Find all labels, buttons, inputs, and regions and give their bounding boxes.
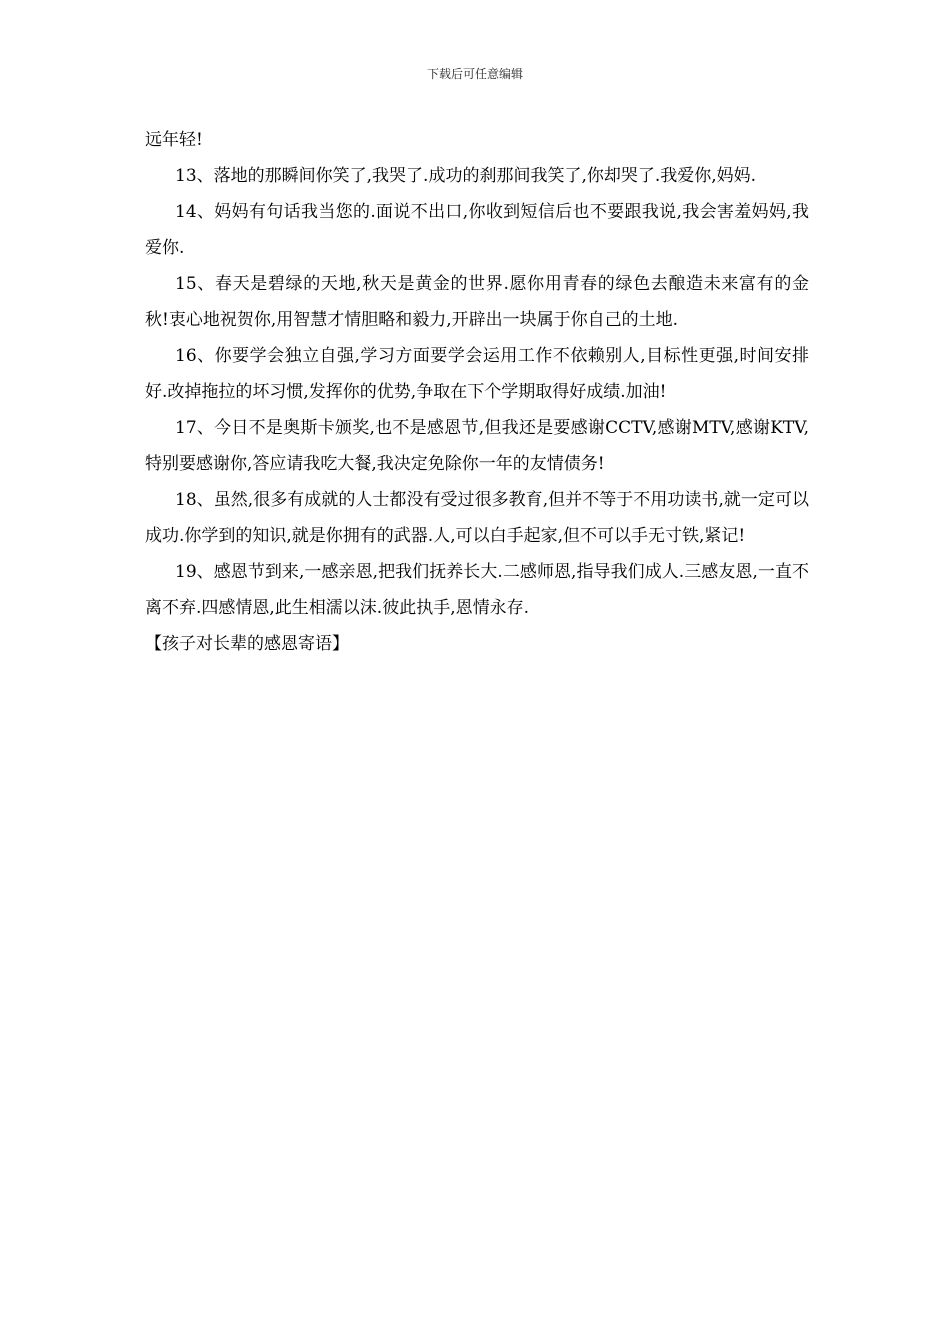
- paragraph-16: 16、你要学会独立自强,学习方面要学会运用工作不依赖别人,目标性更强,时间安排好.改掉拖拉的坏习惯,发挥你的优势,争取在下个学期取得好成绩.加油!: [145, 346, 809, 402]
- paragraph-15: 15、春天是碧绿的天地,秋天是黄金的世界.愿你用青春的绿色去酿造未来富有的金秋!衷心地祝贺你,用智慧才情胆略和毅力,开辟出一块属于你自己的土地.: [145, 274, 809, 330]
- paragraph-13: 13、落地的那瞬间你笑了,我哭了.成功的刹那间我笑了,你却哭了.我爱你,妈妈.: [175, 166, 757, 186]
- document-body: [145, 122, 809, 662]
- paragraph-continuation: 远年轻!: [145, 130, 203, 150]
- paragraph-18: 18、虽然,很多有成就的人士都没有受过很多教育,但并不等于不用功读书,就一定可以成功.你学到的知识,就是你拥有的武器.人,可以白手起家,但不可以手无寸铁,紧记!: [145, 490, 809, 546]
- paragraph-17: 17、今日不是奥斯卡颁奖,也不是感恩节,但我还是要感谢CCTV,感谢MTV,感谢KTV,特别要感谢你,答应请我吃大餐,我决定免除你一年的友情债务!: [145, 418, 809, 474]
- section-heading: 【孩子对长辈的感恩寄语】: [145, 634, 349, 654]
- page-header: 下载后可任意编辑: [426, 67, 523, 81]
- paragraph-19: 19、感恩节到来,一感亲恩,把我们抚养长大.二感师恩,指导我们成人.三感友恩,一直不离不弃.四感情恩,此生相濡以沫.彼此执手,恩情永存.: [145, 562, 809, 618]
- paragraph-14: 14、妈妈有句话我当您的.面说不出口,你收到短信后也不要跟我说,我会害羞妈妈,我爱你.: [145, 202, 809, 258]
